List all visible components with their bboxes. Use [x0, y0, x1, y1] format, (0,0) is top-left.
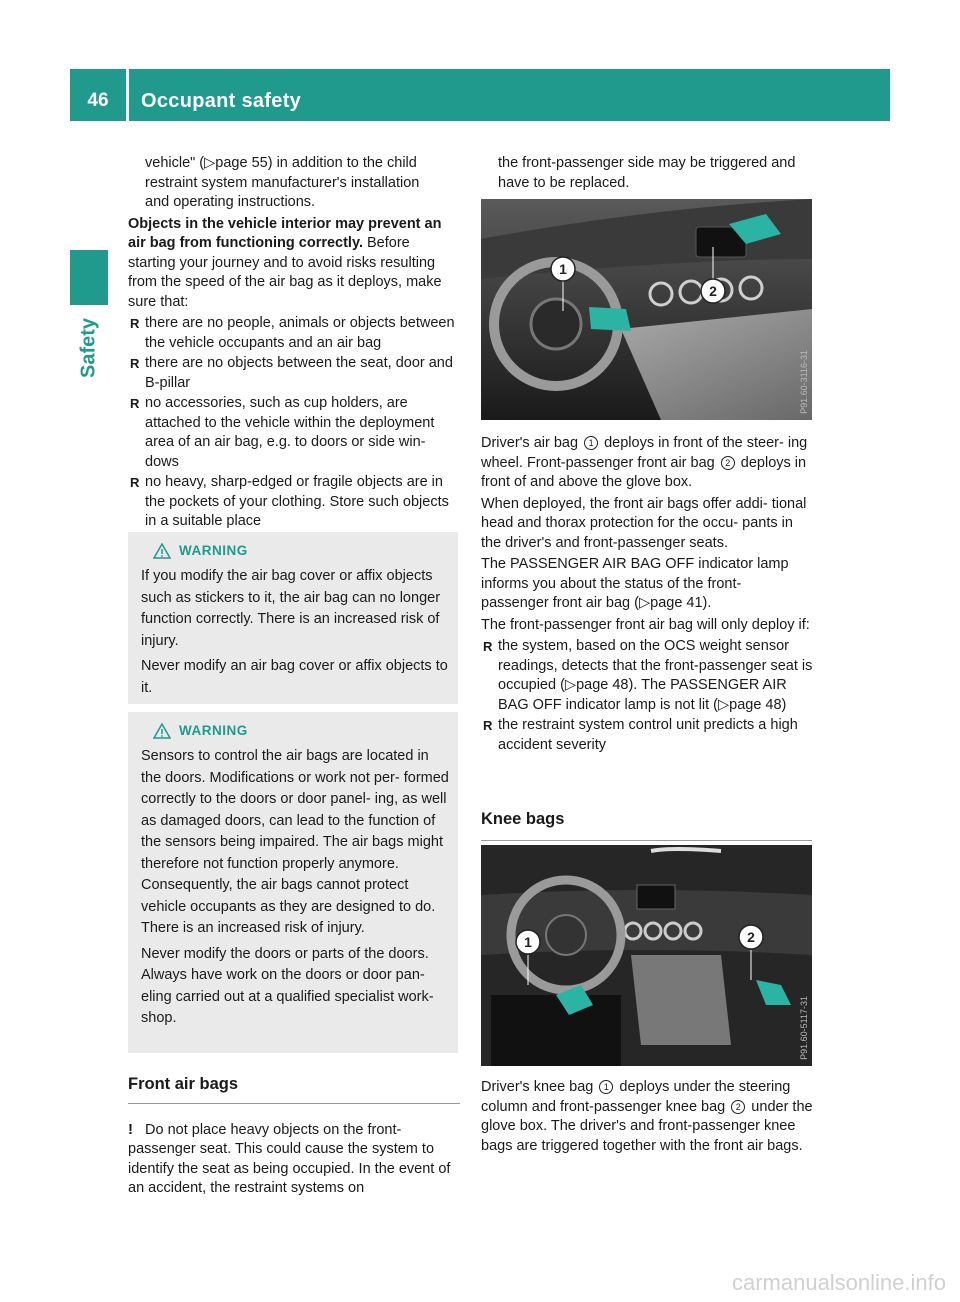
side-tab-label: Safety	[77, 317, 100, 379]
image-code: P91.60-5117-31	[799, 996, 809, 1060]
callout-2: 2	[709, 283, 717, 299]
section-title-knee-bags: Knee bags	[481, 810, 565, 828]
warning-text: Sensors to control the air bags are located in the doors. Modifications or work not per- formed correctly to the doors or door panel- ing, as well as damaged doors, can lead to the function of the sensors being impaired. The air bags might therefore not function properly anymore. Consequently, the air bags cannot protect vehicle occupants as they are designed to do. There is an increased risk of injury.	[141, 748, 449, 936]
callout-1: 1	[559, 261, 567, 277]
driver-airbag-paragraph: Driver's air bag 1 deploys in front of the steer- ing wheel. Front-passenger front air bag 2 deploys in front of and above the glove box.	[481, 435, 808, 490]
objects-paragraph: Objects in the vehicle interior may prevent an air bag from functioning correctly. Before starting your journey and to avoid risks resulting from the speed of the air bag as it deploys, make sure that:	[128, 215, 442, 310]
objects-bullet-list	[128, 314, 460, 532]
callout-ref-2: 2	[731, 1100, 745, 1114]
list-item: R there are no objects between the seat, door and B-pillar	[130, 355, 453, 391]
image-code: P91.60-3116-31	[799, 350, 809, 414]
callout-ref-1: 1	[599, 1080, 613, 1094]
warning-triangle-icon	[153, 723, 171, 739]
right-column-middle	[481, 434, 813, 756]
warning-triangle-icon	[153, 543, 171, 559]
knee-bag-illustration	[481, 845, 812, 1066]
callout-ref-2: 2	[721, 456, 735, 470]
page-ref-arrow: ▷	[204, 155, 216, 171]
deploy-conditions-list	[481, 637, 813, 755]
warning-instruction: Never modify an air bag cover or affix objects to it.	[141, 658, 448, 696]
intro-paragraph: vehicle" (▷page 55) in addition to the child restraint system manufacturer's installation and operating instructions.	[145, 155, 420, 210]
notice-icon: !	[128, 1120, 133, 1138]
warning-heading: WARNING	[141, 722, 450, 740]
list-item: R no heavy, sharp-edged or fragile objects are in the pockets of your clothing. Store such objects in a suitable place	[130, 474, 449, 529]
list-item: R the restraint system control unit predicts a high accident severity	[483, 717, 798, 753]
knee-bags-heading-block	[481, 810, 812, 841]
watermark: carmanualsonline.info	[731, 1270, 946, 1295]
continued-paragraph: the front-passenger side may be triggered and have to be replaced.	[498, 155, 796, 191]
page-number: 46	[87, 90, 109, 111]
warning-instruction: Never modify the doors or parts of the doors. Always have work on the doors or door pan- eling carried out at a qualified specialist work- shop.	[141, 945, 434, 1026]
knee-bag-drawing	[481, 845, 812, 1066]
callout-1: 1	[524, 934, 532, 950]
front-airbag-illustration	[481, 199, 812, 420]
indicator-paragraph: The PASSENGER AIR BAG OFF indicator lamp informs you about the status of the front- passenger front air bag (▷page 41).	[481, 556, 789, 611]
list-item: R no accessories, such as cup holders, are attached to the vehicle within the deployment area of an air bag, e.g. to doors or side win- dows	[130, 395, 435, 470]
callout-2: 2	[747, 929, 755, 945]
deployed-paragraph: When deployed, the front air bags offer addi- tional head and thorax protection for the occu- pants in the driver's and front-passenger seats.	[481, 495, 807, 551]
warning-box-door-sensors	[128, 712, 458, 1053]
warning-text: If you modify the air bag cover or affix objects such as stickers to it, the air bag can no longer function correctly. There is an increased risk of injury.	[141, 568, 441, 649]
list-item: R there are no people, animals or objects between the vehicle occupants and an air bag	[130, 315, 455, 351]
page-title: Occupant safety	[141, 90, 302, 112]
left-column	[128, 154, 460, 533]
knee-bag-paragraph: Driver's knee bag 1 deploys under the steering column and front-passenger knee bag 2 under the glove box. The driver's and front-passenger knee bags are triggered together with the front air bags.	[481, 1079, 813, 1154]
warning-box-airbag-cover	[128, 532, 458, 704]
side-tab-marker	[70, 250, 108, 305]
notice-paragraph: ! Do not place heavy objects on the front- passenger seat. This could cause the system to identify the seat as being occupied. In the event of an accident, the restraint systems on	[128, 1120, 451, 1196]
list-item: R the system, based on the OCS weight sensor readings, detects that the front-passenger seat is occupied (▷page 48). The PASSENGER AIR BAG OFF indicator lamp is not lit (▷page 48)	[483, 638, 813, 713]
warning-heading: WARNING	[141, 542, 450, 560]
only-deploy-paragraph: The front-passenger front air bag will only deploy if:	[481, 616, 810, 633]
section-title-front-airbags: Front air bags	[128, 1075, 239, 1093]
right-column-bottom	[481, 1078, 813, 1158]
callout-ref-1: 1	[584, 436, 598, 450]
section-rule	[481, 840, 812, 841]
right-column-top	[481, 154, 812, 195]
cockpit-drawing	[481, 199, 812, 420]
header-divider	[126, 69, 129, 121]
section-rule	[128, 1103, 460, 1104]
front-airbags-section	[128, 1075, 460, 1201]
